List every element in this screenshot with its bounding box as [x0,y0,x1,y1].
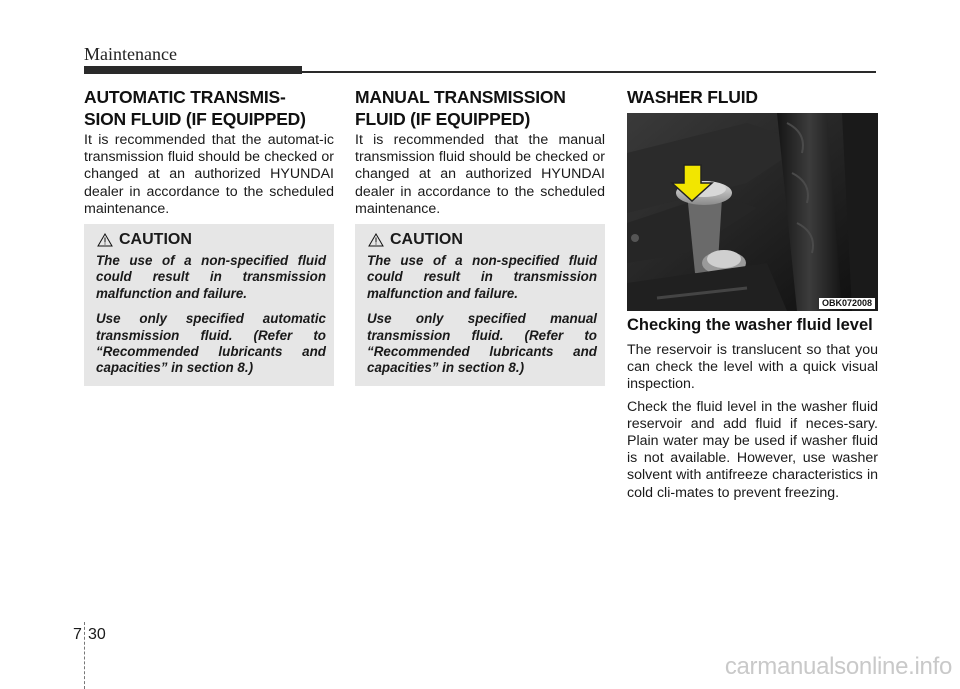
washer-fluid-text [627,316,878,502]
manual-transmission-body: It is recommended that the manual transmission fluid should be checked or changed at an authorized HYUNDAI dealer in accordance to the scheduled maintenance. [355,132,605,217]
image-code-label: OBK072008 [819,298,875,309]
automatic-caution-box [84,224,334,386]
heading-line-2: SION FLUID (IF EQUIPPED) [84,109,306,129]
caution-title [368,231,597,249]
footer-divider [84,622,86,689]
warning-triangle-icon [97,233,113,247]
header-rule-thick [84,66,302,74]
washer-paragraph-1: The reservoir is translucent so that you can check the level with a quick visual inspection. [627,342,878,393]
heading-line-2: FLUID (IF EQUIPPED) [355,109,531,129]
heading-line-1: MANUAL TRANSMISSION [355,87,566,107]
header-rule-thin [302,71,876,73]
caution-paragraph-1: The use of a non-specified fluid could result in transmission malfunction and failure. [367,253,597,301]
caution-title [97,231,326,249]
engine-bay-illustration [627,113,878,311]
washer-paragraph-2: Check the fluid level in the washer fluid reservoir and add fluid if neces-sary. Plain water may be used if washer fluid is not available. However, use washer solvent with antifreeze characteristics in cold cli-mates to prevent freezing. [627,398,878,501]
caution-paragraph-1: The use of a non-specified fluid could result in transmission malfunction and failure. [96,253,326,301]
warning-triangle-icon [368,233,384,247]
washer-fluid-heading: WASHER FLUID [627,87,758,107]
washer-reservoir-photo [627,113,878,311]
manual-transmission-heading [355,86,605,130]
manual-transmission-section [355,86,605,218]
washer-fluid-section [627,86,878,108]
caution-label: CAUTION [390,231,463,248]
caution-paragraph-2: Use only specified manual transmission fluid. (Refer to “Recommended lubricants and capacities” in section 8.) [367,311,597,376]
caution-paragraph-2: Use only specified automatic transmission fluid. (Refer to “Recommended lubricants and capacities” in section 8.) [96,311,326,376]
heading-line-1: AUTOMATIC TRANSMIS- [84,87,286,107]
checking-washer-fluid-heading: Checking the washer fluid level [627,316,873,334]
chapter-number: 7 [73,626,82,643]
page-number: 30 [88,626,106,643]
automatic-transmission-body: It is recommended that the automat-ic transmission fluid should be checked or changed at an authorized HYUNDAI dealer in accordance to the scheduled maintenance. [84,132,334,217]
manual-caution-box [355,224,605,386]
watermark: carmanualsonline.info [724,653,952,680]
section-title: Maintenance [84,44,177,64]
caution-label: CAUTION [119,231,192,248]
automatic-transmission-section [84,86,334,218]
automatic-transmission-heading [84,86,334,130]
